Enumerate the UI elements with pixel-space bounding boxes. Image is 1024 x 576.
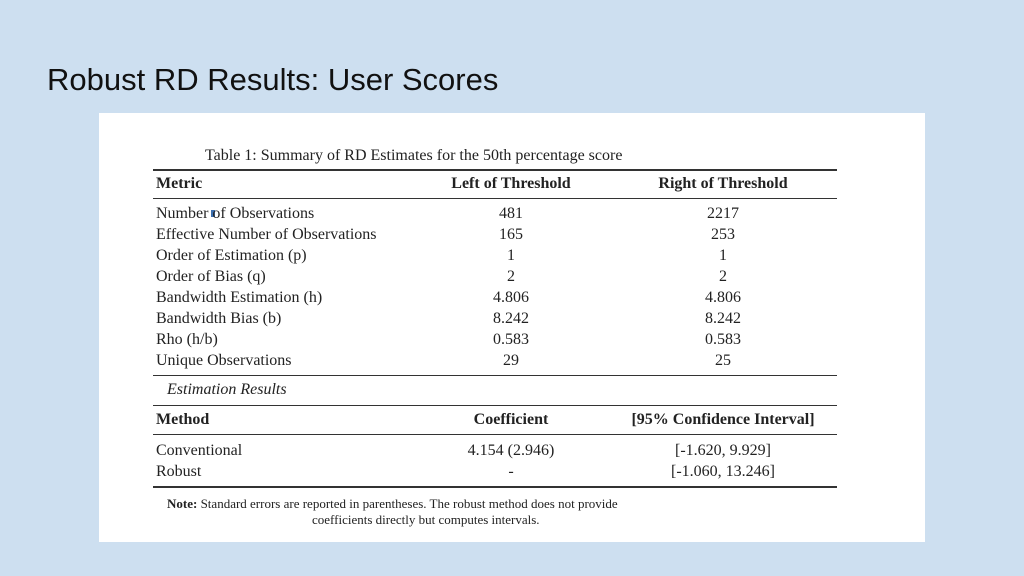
header-rule — [153, 198, 837, 199]
metric-left-value: 4.806 — [493, 289, 529, 306]
slide-title: Robust RD Results: User Scores — [47, 62, 499, 97]
metric-right-value: 8.242 — [705, 310, 741, 327]
header-metric: Metric — [156, 175, 203, 192]
metric-label: Bandwidth Bias (b) — [156, 310, 282, 327]
metric-right-value: 2217 — [707, 205, 739, 222]
note-label: Note: — [167, 496, 198, 511]
section-label: Estimation Results — [167, 381, 287, 398]
metric-label: Order of Estimation (p) — [156, 247, 307, 264]
metric-right-value: 4.806 — [705, 289, 741, 306]
metric-label: Rho (h/b) — [156, 331, 218, 348]
note-text-line2: coefficients directly but computes intervals. — [312, 512, 540, 527]
metric-right-value: 253 — [711, 226, 735, 243]
metric-right-value: 2 — [719, 268, 727, 285]
table-caption: Table 1: Summary of RD Estimates for the 50th percentage score — [205, 147, 623, 164]
header-left-of-threshold: Left of Threshold — [451, 175, 571, 192]
metric-left-value: 0.583 — [493, 331, 529, 348]
metric-label: Unique Observations — [156, 352, 292, 369]
metric-right-value: 1 — [719, 247, 727, 264]
note-text-line1: Standard errors are reported in parentheses. The robust method does not provide — [200, 496, 618, 511]
metric-right-value: 25 — [715, 352, 731, 369]
header-coefficient: Coefficient — [473, 411, 549, 428]
header-confidence-interval: [95% Confidence Interval] — [631, 411, 815, 428]
metric-label: Bandwidth Estimation (h) — [156, 289, 323, 306]
header-method: Method — [156, 411, 210, 428]
result-method: Robust — [156, 463, 202, 480]
metric-left-value: 29 — [503, 352, 519, 369]
metric-label: Effective Number of Observations — [156, 226, 377, 243]
metric-left-value: 8.242 — [493, 310, 529, 327]
table-note — [167, 495, 618, 512]
metric-label: Order of Bias (q) — [156, 268, 266, 285]
top-rule — [153, 169, 837, 171]
results-header-rule — [153, 434, 837, 435]
results-top-rule — [153, 405, 837, 406]
section-rule — [153, 375, 837, 376]
result-method: Conventional — [156, 442, 243, 459]
metric-right-value: 0.583 — [705, 331, 741, 348]
metric-label: Number of Observations — [156, 205, 315, 222]
result-interval: [-1.060, 13.246] — [671, 463, 775, 480]
metric-left-value: 165 — [499, 226, 523, 243]
result-coefficient: - — [508, 463, 514, 480]
rd-estimates-table-image — [99, 113, 925, 542]
metric-left-value: 2 — [507, 268, 515, 285]
header-right-of-threshold: Right of Threshold — [658, 175, 788, 192]
bottom-rule — [153, 486, 837, 488]
metric-left-value: 481 — [499, 205, 523, 222]
result-interval: [-1.620, 9.929] — [675, 442, 771, 459]
metric-left-value: 1 — [507, 247, 515, 264]
result-coefficient: 4.154 (2.946) — [467, 442, 555, 459]
